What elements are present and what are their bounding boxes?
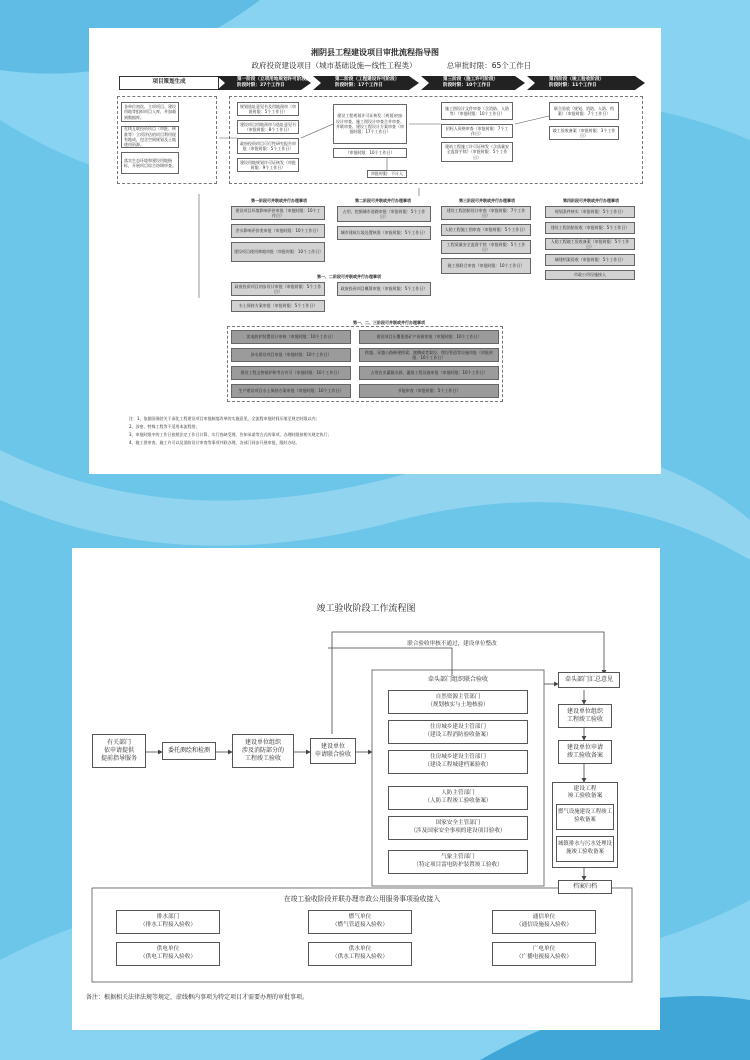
public-box-5: 供水单位 （供水工程接入验收） bbox=[308, 942, 412, 966]
par3-box-3: 工程质量安全监督手续（审批时限：5个工作日） bbox=[441, 240, 531, 254]
bottom-sheet bbox=[72, 548, 660, 1030]
par4-box-1: 规划条件核实（审批时限：5个工作日） bbox=[545, 206, 635, 218]
par3-box-1: 建设工程消防设计审查（审批时限：7个工作日） bbox=[441, 206, 531, 220]
sec12-box-1: 政府投资项目初步设计审批（审批时限：5个工作日） bbox=[231, 282, 325, 296]
public-box-3: 通信单位 （通信设施接入验收） bbox=[492, 910, 596, 934]
sec123-right-2: 跨越、穿越公路修建桥梁、渡槽或者架设、埋设管道等设施审批（审批时限：10个工作日） bbox=[359, 348, 499, 362]
sec123-left-4: 生产建设项目水土保持方案审批（审批时限：10个工作日） bbox=[231, 384, 351, 398]
par2-box-2: 城市建筑垃圾处置核准（审批时限：5个工作日） bbox=[337, 226, 431, 240]
joint-box-2: 住房城乡建设主管部门 （建设工程消防验收备案） bbox=[388, 720, 528, 744]
phase-4-header: 第四阶段（竣工验收阶段） 阶段时限：11个工作日 bbox=[549, 77, 605, 88]
sec123-left-2: 涉水建设项目审批（审批时限：10个工作日） bbox=[231, 348, 351, 362]
phase-2-header: 第二阶段（工程建设许可阶段） 阶段时限：17个工作日 bbox=[335, 77, 400, 88]
plan-box-3: 落实生态环境和建设用地指标，开展项目综合协调审查。 bbox=[121, 152, 179, 174]
flow-node-3: 建设单位组织 涉及消防部分的 工程竣工验收 bbox=[232, 734, 294, 768]
p2-note-box: 审批时限：不计入 bbox=[367, 170, 407, 178]
sec12-box-2: 政府投资项目概算审批（审批时限：5个工作日） bbox=[337, 282, 431, 296]
p4-box-1: 联合验收（规划、消防、人防、档案）（审批时限：7个工作日） bbox=[549, 102, 619, 120]
p2-time-box: （审批时限：10个工作日） bbox=[333, 148, 407, 158]
top-connectors bbox=[89, 28, 661, 474]
remark: 备注：根据相关法律法规等规定，虚线框内事项为特定项目才需要办理的审批事项。 bbox=[86, 994, 309, 1001]
chart-subtitle: 政府投资建设项目（城市基础设施—线性工程类） bbox=[251, 61, 417, 70]
sec123-right-4: 节能审查（审批时限：5个工作日） bbox=[359, 384, 499, 398]
p3-box-3: 建筑工程施工许可证核发（含质量安全监督手续）（审批时限：5个工作日） bbox=[441, 142, 513, 162]
public-box-2: 燃气单位 （燃气管道接入验收） bbox=[308, 910, 412, 934]
par3-box-4: 施工图联合审查（审批时限：10个工作日） bbox=[441, 258, 531, 274]
public-box-1: 排水部门 （排水工程接入验收） bbox=[116, 910, 220, 934]
note-1: 注：1、依据国务院关于深化工程建设项目审批制度改革的实施意见，全流程审批时间压缩至规定时限以内； bbox=[129, 416, 320, 421]
p1-box-1: 规划选址意见书及用地预审（审批时限：5个工作日） bbox=[237, 102, 299, 116]
par3-box-2: 人防工程施工图审查（审批时限：5个工作日） bbox=[441, 224, 531, 236]
par-title-4: 第四阶段可并联或并行办理事项 bbox=[563, 198, 619, 203]
sec12-title: 第一、二阶段可并联或并行办理事项 bbox=[317, 274, 381, 279]
chart-title: 湘阴县工程建设项目审批流程指导图 bbox=[311, 48, 439, 57]
lead-dept: 牵头部门组织联合验收 bbox=[427, 676, 488, 683]
par1-box-3: 建设项目使用林地审批（审批时限：10个工作日） bbox=[231, 242, 325, 262]
sec123-right-1: 建设项目压覆重要矿产资源审批（审批时限：10个工作日） bbox=[359, 330, 499, 344]
note-2: 2、涉密、特殊工程等不适用本流程图； bbox=[129, 424, 200, 429]
right-node-1: 牵头部门汇总意见 bbox=[558, 672, 620, 688]
joint-box-6: 气象主管部门 （特定项目雷电防护装置竣工验收） bbox=[388, 850, 528, 874]
sec123-left-1: 雷电防护装置设计审核（审批时限：10个工作日） bbox=[231, 330, 351, 344]
p1-box-4: 建设用地规划许可证核发（审批时限：9个工作日） bbox=[237, 158, 299, 172]
right-node-4-sub1: 燃气设施建设工程竣工验收备案 bbox=[556, 804, 614, 830]
par4-box-3: 人防工程竣工验收备案（审批时限：5个工作日） bbox=[545, 238, 635, 250]
sec123-right-3: 占用农业灌溉水源、灌排工程设施审批（审批时限：10个工作日） bbox=[359, 366, 499, 380]
par-title-2: 第二阶段可并联或并行办理事项 bbox=[355, 198, 411, 203]
right-node-4-sub2: 城镇排水与污水处理设施竣工验收备案 bbox=[556, 836, 614, 862]
sec123-left-3: 建设工程文物保护和考古许可（审批时限：10个工作日） bbox=[231, 366, 351, 380]
par1-box-2: 洪水影响评价类审批（审批时限：10个工作日） bbox=[231, 224, 325, 238]
flow-node-2: 委托测绘和检测 bbox=[162, 742, 216, 760]
sec123-title: 第一、二、三阶段可并联或并行办理事项 bbox=[353, 320, 425, 325]
par4-box-2: 建设工程消防验收（审批时限：5个工作日） bbox=[545, 222, 635, 234]
phase-3-header: 第三阶段（施工许可阶段） 阶段时限：10个工作日 bbox=[443, 77, 499, 88]
joint-box-3: 住房城乡建设主管部门 （建设工程城建档案验收） bbox=[388, 750, 528, 774]
right-node-4-title: 建设工程 竣工验收备案 bbox=[567, 786, 603, 800]
top-sheet bbox=[89, 28, 661, 474]
total-time: 总审批时限：65个工作日 bbox=[446, 61, 532, 70]
par2-box-1: 占用、挖掘城市道路审批（审批时限：5个工作日） bbox=[337, 206, 431, 222]
fail-note: 联合验收审核不通过，建设单位整改 bbox=[407, 641, 497, 647]
par-title-3: 第三阶段可并联或并行办理事项 bbox=[459, 198, 515, 203]
note-4: 4、施工图审查、施工许可以及消防设计审查等事项并联办理，各部门同步开展审批，限时办结。 bbox=[129, 440, 300, 445]
right-node-3: 建设单位申请 竣工验收备案 bbox=[558, 740, 612, 764]
joint-box-5: 国家安全主管部门 （涉及国家安全事项的建设项目验收） bbox=[388, 816, 528, 840]
joint-box-1: 自然资源主管部门 （规划核实与土地核验） bbox=[388, 690, 528, 714]
right-node-5: 档案归档 bbox=[558, 880, 612, 894]
sec123-frame bbox=[227, 326, 503, 402]
public-box-6: 广电单位 （广播电视接入验收） bbox=[492, 942, 596, 966]
joint-box-4: 人防主管部门 （人防工程竣工验收备案） bbox=[388, 786, 528, 810]
right-node-2: 建设单位组织 工程竣工验收 bbox=[558, 704, 612, 728]
flow-node-1: 有关部门 依申请提供 提前指导服务 bbox=[92, 734, 146, 768]
par4-box-4: 城建档案验收（审批时限：5个工作日） bbox=[545, 254, 635, 266]
flow-title: 竣工验收阶段工作流程图 bbox=[316, 604, 416, 614]
p2-box: 建设工程规划许可证核发（规划)初步设计审查、施工图设计审查合并审查、并联审查、建设工程设计方案审查（审批时限：17个工作日） bbox=[333, 104, 407, 144]
par4-box-5: 市政公用设施接入 bbox=[545, 270, 635, 280]
public-box-4: 供电单位 （供电工程接入验收） bbox=[116, 942, 220, 966]
p1-box-3: 政府投资项目可行性研究报告审批（审批时限：5个工作日） bbox=[237, 138, 299, 154]
phase-0-header: 项目策划生成 bbox=[119, 76, 219, 90]
sec12-box-3: 水土保持方案审批（审批时限：5个工作日） bbox=[231, 300, 325, 312]
plan-box-1: 各单位初次、立项项目、建设用地等组织项目入库，并加载到数据库。 bbox=[121, 102, 179, 122]
note-3: 3、审批时限中的工作日按照法定工作日计算，实行容缺受理、告知承诺等方式的事项，办理时限按相关规定执行； bbox=[129, 432, 332, 437]
phase-1-header: 第一阶段（立项用地规划许可阶段） 阶段时限：27个工作日 bbox=[237, 77, 311, 88]
flow-node-4: 建设单位 申请联合验收 bbox=[310, 738, 356, 764]
p3-box-2: 招标人资格审查（审批时限：7个工作日） bbox=[441, 124, 513, 138]
par-title-1: 第一阶段可并联或并行办理事项 bbox=[251, 198, 307, 203]
public-title: 在竣工验收阶段并联办理市政公用服务事项验收接入 bbox=[283, 895, 441, 903]
p3-box-1: 施工图设计文件审查（含消防、人防等）（审批时限：10个工作日） bbox=[441, 102, 513, 120]
p1-box-2: 建设项目用地预审与选址意见书（审批时限：8个工作日） bbox=[237, 120, 299, 134]
plan-box-2: 在线互联投资项目（审批、核准等）立项评估的项目利用现有地成，包含空间规划及土地使用资源。 bbox=[121, 126, 179, 148]
par1-box-1: 建设项目环境影响评价审批（审批时限：10个工作日） bbox=[231, 206, 325, 220]
p4-box-2: 竣工验收备案（审批时限：3个工作日） bbox=[549, 126, 619, 140]
